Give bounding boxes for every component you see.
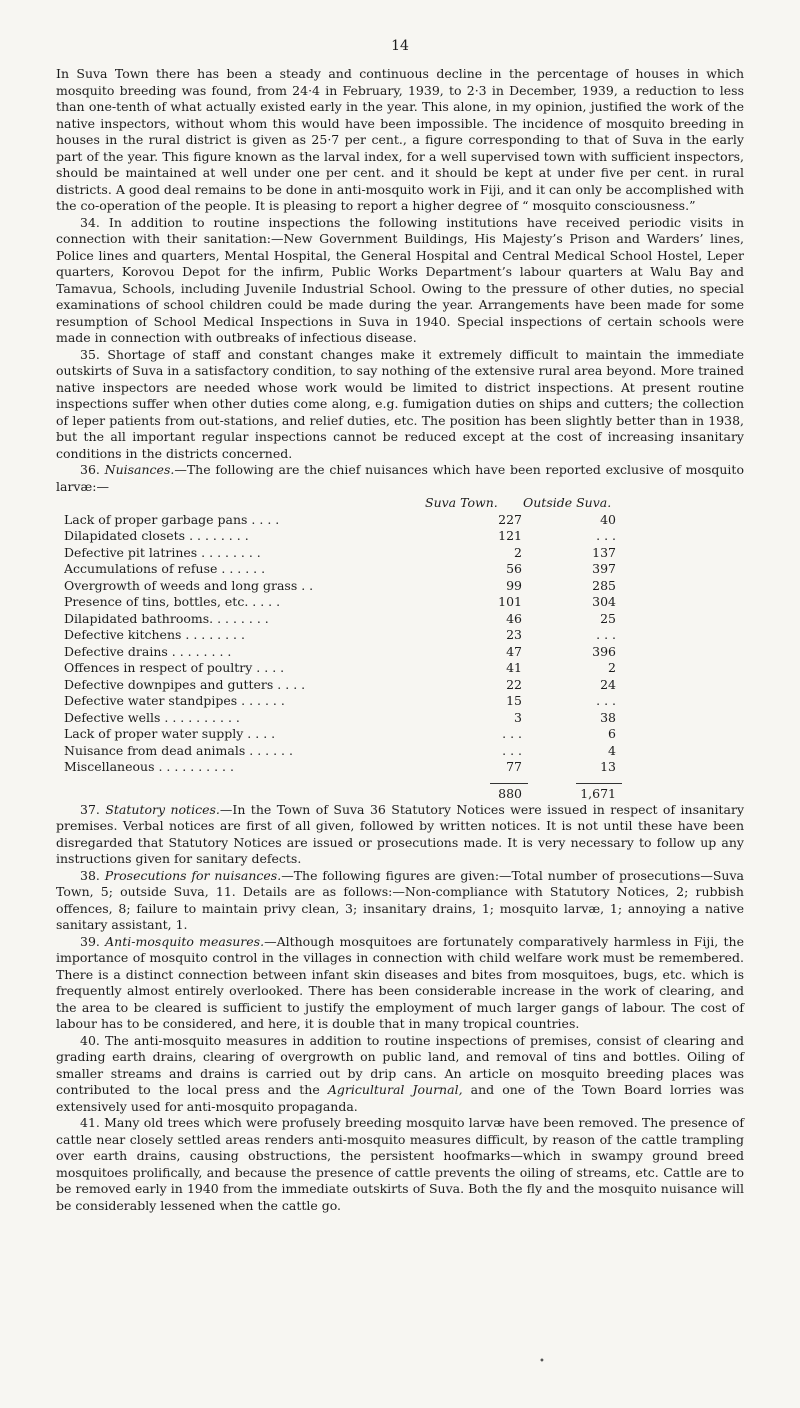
- paragraph-35: 35. Shortage of staff and constant changes make it extremely difficult to maintain the immediate outskirts of Suva in a satisfactory condition, to say nothing of the extensive rural area beyond. More trained native inspectors are needed whose work would be limited to district inspections. At present routine inspections suffer when other duties come along, e.g. fumigation duties on ships and cutters; the collection of leper patients from out-stations, and relief duties, etc. The position has been slightly better than in 1938, but the all important regular inspections cannot be reduced except at the cost of increasing insanitary conditions in the districts concerned.: [56, 346, 744, 461]
- total-suva-town: 880: [498, 785, 522, 801]
- row-outside-suva-value: 6: [608, 726, 616, 741]
- row-label: Defective pit latrines . . . . . . . .: [64, 544, 261, 560]
- paragraph-37: [56, 802, 744, 868]
- row-suva-town-value: 47: [506, 643, 522, 659]
- table-body: [56, 512, 744, 776]
- paragraph-36: [56, 462, 744, 495]
- row-outside-suva-value: . . .: [596, 528, 616, 543]
- paragraph-37-heading: Statutory notices.: [105, 801, 220, 817]
- row-label: Accumulations of refuse . . . . . .: [64, 561, 266, 576]
- row-outside-suva-value: 2: [608, 660, 616, 675]
- row-suva-town-value: . . .: [502, 742, 522, 758]
- row-label: Defective wells . . . . . . . . . .: [64, 709, 240, 725]
- row-label: Lack of proper garbage pans . . . .: [64, 511, 280, 527]
- row-suva-town-value: 41: [506, 660, 522, 675]
- paragraph-36-heading: Nuisances.: [104, 462, 175, 477]
- row-outside-suva-value: 397: [592, 561, 616, 576]
- row-label: Defective drains . . . . . . . .: [64, 643, 232, 659]
- row-outside-suva-value: 24: [600, 676, 616, 692]
- row-outside-suva-value: . . .: [596, 693, 616, 708]
- page-speck: •: [539, 1356, 545, 1367]
- total-rule-outside: [576, 783, 622, 784]
- table-row: [56, 545, 744, 562]
- paragraph-41: 41. Many old trees which were profusely breeding mosquito larvæ have been removed. The presence of cattle near closely settled areas renders anti-mosquito measures difficult, by reason of the cattle trampling over earth drains, causing obstructions, the persistent hoofmarks—which in swampy ground breed mosquitoes prolifically, and because the presence of cattle prevents the oiling of streams, etc. Cattle are to be removed early in 1940 from the immediate outskirts of Suva. Both the fly and the mosquito nuisance will be considerably lessened when the cattle go.: [56, 1115, 744, 1213]
- row-label: Miscellaneous . . . . . . . . . .: [64, 759, 234, 774]
- row-suva-town-value: 121: [498, 528, 522, 543]
- table-row: [56, 627, 744, 644]
- row-outside-suva-value: 4: [608, 742, 616, 758]
- paragraph-34: 34. In addition to routine inspections the following institutions have received periodic visits in connection with their sanitation:—New Government Buildings, His Majesty’s Prison and Warders’ lines, Police lines and quarters, Mental Hospital, the General Hospital and Central Medical School Hostel, Leper quarters, Korovou Depot for the infirm, Public Works Department’s labour quarters at Walu Bay and Tamavua, Schools, including Juvenile Industrial School. Owing to the pressure of other duties, no special examinations of school children could be made during the year. Arrangements have been made for some resumption of School Medical Inspections in Suva in 1940. Special inspections of certain schools were made in connection with outbreaks of infectious disease.: [56, 214, 744, 345]
- paragraph-38-text: —The following figures are given:—Total number of prosecutions—Suva Town, 5; outside Suva, 11. Details are as follows:—Non-compliance with Statutory Notices, 2; rubbish offences, 8; failure to maintain privy clean, 3; insanitary drains, 1; mosquito larvæ, 1; annoying a native sanitary assistant, 1.: [56, 867, 744, 932]
- table-row: [56, 677, 744, 694]
- row-outside-suva-value: 13: [600, 759, 616, 774]
- row-label: Overgrowth of weeds and long grass . .: [64, 577, 314, 593]
- paragraph-39-number: 39.: [80, 933, 100, 949]
- row-suva-town-value: 99: [506, 577, 522, 593]
- paragraph-37-text: —In the Town of Suva 36 Statutory Notices were issued in respect of insanitary premises. Verbal notices are first of all given, followed by written notices. It is not until these have been disregarded that Statutory Notices are issued or prosecutions made. It is very necessary to follow up any instructions given for sanitary defects.: [56, 801, 745, 866]
- paragraph-40: [56, 1033, 744, 1116]
- page-number: 14: [391, 38, 409, 54]
- table-row: [56, 528, 744, 545]
- row-outside-suva-value: 38: [600, 709, 616, 725]
- total-outside-suva: 1,671: [580, 785, 616, 801]
- table-row: [56, 611, 744, 628]
- row-suva-town-value: 56: [506, 561, 522, 576]
- col-header-outside-suva: Outside Suva.: [523, 495, 612, 510]
- row-label: Defective downpipes and gutters . . . .: [64, 676, 306, 692]
- paragraph-intro: In Suva Town there has been a steady and continuous decline in the percentage of houses in which mosquito breeding was found, from 24·4 in February, 1939, to 2·3 in December, 1939, a reduction to less than one-tenth of what actually existed early in the year. This alone, in my opinion, justified the work of the native inspectors, without whom this would have been impossible. The incidence of mosquito breeding in houses in the rural district is given as 25·7 per cent., a figure corresponding to that of Suva in the early part of the year. This figure known as the larval index, for a well supervised town with sufficient inspectors, should be maintained at well under one per cent. and it should be kept at under five per cent. in rural districts. A good deal remains to be done in anti-mosquito work in Fiji, and it can only be accomplished with the co-operation of the people. It is pleasing to report a higher degree of “ mosquito consciousness.”: [56, 66, 744, 213]
- total-rule-suva: [490, 783, 528, 784]
- row-suva-town-value: 101: [498, 594, 522, 609]
- col-header-suva-town: Suva Town.: [425, 495, 498, 510]
- row-label: Nuisance from dead animals . . . . . .: [64, 742, 293, 758]
- paragraph-38-heading: Prosecutions for nuisances.: [104, 867, 282, 883]
- row-suva-town-value: 77: [506, 759, 522, 774]
- paragraph-36-number: 36.: [80, 462, 100, 477]
- row-suva-town-value: . . .: [502, 726, 522, 741]
- row-suva-town-value: 2: [514, 544, 522, 560]
- row-outside-suva-value: 40: [600, 511, 616, 527]
- table-row: [56, 512, 744, 529]
- table-row: [56, 759, 744, 776]
- row-label: Defective water standpipes . . . . . .: [64, 693, 285, 708]
- paragraph-38: [56, 868, 744, 934]
- table-row: [56, 726, 744, 743]
- table-row: [56, 710, 744, 727]
- paragraph-39-text: —Although mosquitoes are fortunately comparatively harmless in Fiji, the importance of mosquito control in the villages in connection with child welfare work must be remembered. There is a distinct connection between infant skin diseases and bites from mosquitoes, bugs, etc. which is frequently almost entirely overlooked. There has been considerable increase in the work of clearing, and the area to be cleared is sufficient to justify the employment of much larger gangs of labour. The cost of labour has to be considered, and here, it is double that in many tropical countries.: [56, 933, 744, 1031]
- row-outside-suva-value: . . .: [596, 627, 616, 642]
- row-suva-town-value: 15: [506, 693, 522, 708]
- row-suva-town-value: 3: [514, 709, 522, 725]
- row-label: Dilapidated closets . . . . . . . .: [64, 528, 249, 543]
- row-label: Lack of proper water supply . . . .: [64, 726, 276, 741]
- row-outside-suva-value: 285: [592, 577, 616, 593]
- row-label: Defective kitchens . . . . . . . .: [64, 627, 245, 642]
- table-row: [56, 578, 744, 595]
- table-total-row: [56, 780, 744, 802]
- table-row: [56, 594, 744, 611]
- row-suva-town-value: 23: [506, 627, 522, 642]
- paragraph-39-heading: Anti-mosquito measures.: [105, 933, 265, 949]
- paragraph-37-number: 37.: [80, 801, 100, 817]
- row-label: Offences in respect of poultry . . . .: [64, 660, 285, 675]
- row-outside-suva-value: 137: [592, 544, 616, 560]
- row-suva-town-value: 22: [506, 676, 522, 692]
- table-row: [56, 561, 744, 578]
- paragraph-40-journal-title: Agricultural Journal,: [327, 1082, 463, 1097]
- paragraph-40-text-a: 40. The anti-mosquito measures in addition to routine inspections of premises, consist of clearing and grading earth drains, clearing of overgrowth on public land, and removal of tins and bottles. Oiling of smaller streams and drains is carried out by drip cans. An article on mosquito breeding places was contributed to the local press and the: [56, 1032, 744, 1097]
- paragraph-38-number: 38.: [80, 867, 100, 883]
- document-page: [56, 38, 744, 1214]
- table-row: [56, 743, 744, 760]
- paragraph-39: [56, 934, 744, 1033]
- paragraph-40-text-b: and one of the Town Board lorries was extensively used for anti-mosquito propaganda.: [56, 1082, 744, 1114]
- row-suva-town-value: 46: [506, 610, 522, 626]
- nuisances-table: [56, 495, 744, 802]
- row-label: Presence of tins, bottles, etc. . . . .: [64, 594, 281, 609]
- row-label: Dilapidated bathrooms. . . . . . . .: [64, 610, 269, 626]
- paragraph-36-text: —The following are the chief nuisances which have been reported exclusive of mosquito larvæ:—: [56, 462, 744, 494]
- table-row: [56, 660, 744, 677]
- row-outside-suva-value: 304: [592, 594, 616, 609]
- row-outside-suva-value: 25: [600, 610, 616, 626]
- table-row: [56, 644, 744, 661]
- table-header: [56, 495, 744, 512]
- table-row: [56, 693, 744, 710]
- row-outside-suva-value: 396: [592, 643, 616, 659]
- row-suva-town-value: 227: [498, 511, 522, 527]
